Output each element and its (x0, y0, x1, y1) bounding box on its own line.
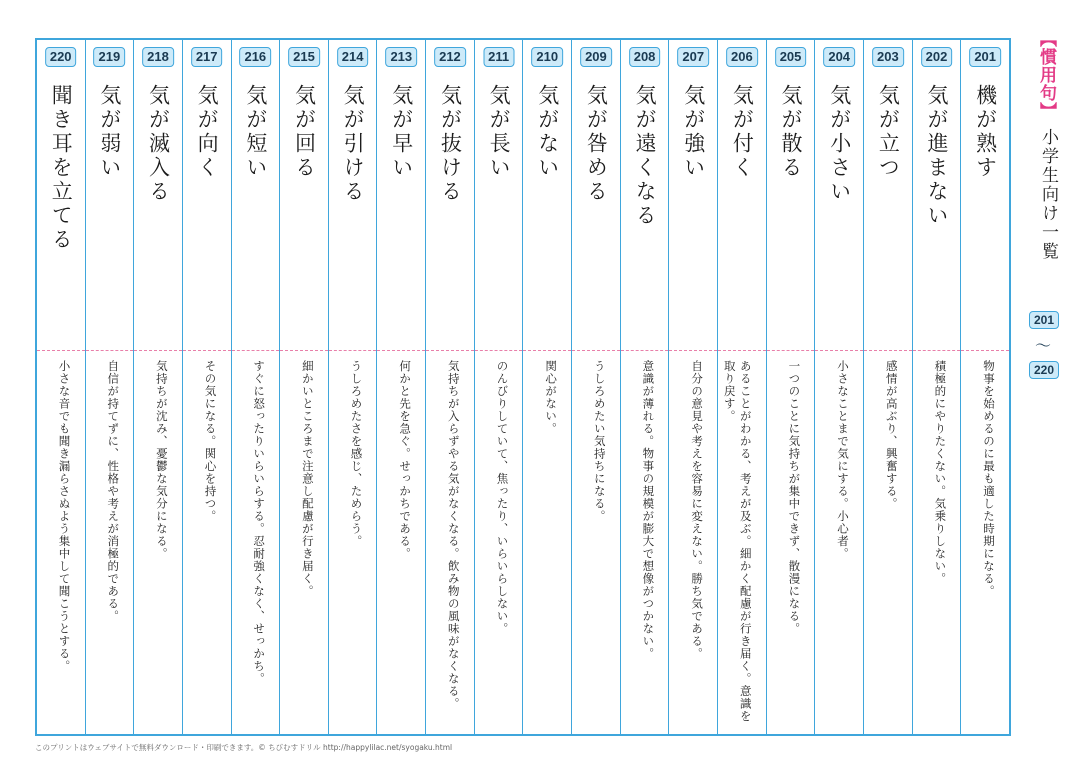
range-start-badge: 201 (1029, 311, 1059, 329)
dashed-divider (280, 350, 328, 351)
idiom-meaning: あることがわかる、考えが及ぶ。細かく配慮が行き届く。意識を取り戻す。 (722, 360, 753, 723)
idiom-text: 気が進まない (925, 84, 950, 228)
idiom-text: 機が熟す (973, 84, 998, 180)
idiom-column (37, 40, 85, 734)
idiom-number-badge: 208 (629, 47, 661, 67)
idiom-number-badge: 203 (872, 47, 904, 67)
idiom-number-badge: 219 (94, 47, 126, 67)
idiom-meaning: 意識が薄れる。物事の規模が膨大で想像がつかない。 (641, 360, 656, 660)
idiom-column (279, 40, 328, 734)
idiom-text: 気が引ける (341, 84, 366, 204)
idiom-column (474, 40, 523, 734)
idiom-text: 気が短い (243, 84, 268, 180)
idiom-number-badge: 217 (191, 47, 223, 67)
idiom-meaning: のんびりしていて、焦ったり、いらいらしない。 (495, 360, 510, 635)
idiom-text: 気が長い (487, 84, 512, 180)
idiom-meaning: 関心がない。 (544, 360, 559, 435)
idiom-number-badge: 201 (969, 47, 1001, 67)
dashed-divider (621, 350, 669, 351)
idiom-meaning: その気になる。関心を持つ。 (203, 360, 218, 523)
dashed-divider (134, 350, 182, 351)
idiom-number-badge: 216 (239, 47, 271, 67)
dashed-divider (183, 350, 231, 351)
dashed-divider (523, 350, 571, 351)
dashed-divider (572, 350, 620, 351)
idiom-meaning: 積極的にやりたくない。気乗りしない。 (933, 360, 948, 585)
dashed-divider (718, 350, 766, 351)
idiom-meaning: 気持ちが沈み、憂鬱な気分になる。 (154, 360, 169, 560)
idiom-column (717, 40, 766, 734)
idiom-text: 気が小さい (827, 84, 852, 204)
idiom-text: 気が早い (389, 84, 414, 180)
idiom-text: 気が抜ける (438, 84, 463, 204)
idiom-text: 聞き耳を立てる (49, 84, 74, 252)
idiom-number-badge: 205 (775, 47, 807, 67)
idiom-text: 気が遠くなる (633, 84, 658, 228)
idiom-meaning: 何かと先を急ぐ。せっかちである。 (398, 360, 413, 560)
side-header (1022, 30, 1072, 390)
idiom-column (182, 40, 231, 734)
idiom-text: 気が立つ (876, 84, 901, 180)
idiom-meaning: 自分の意見や考えを容易に変えない。勝ち気である。 (690, 360, 705, 660)
idiom-text: 気が向く (195, 84, 220, 180)
idiom-meaning: 物事を始めるのに最も適した時期になる。 (982, 360, 996, 598)
idiom-column (912, 40, 961, 734)
dashed-divider (961, 350, 1009, 351)
idiom-column (85, 40, 134, 734)
idiom-column (133, 40, 182, 734)
idiom-number-badge: 207 (677, 47, 709, 67)
idiom-meaning: 感情が高ぶり、興奮する。 (884, 360, 899, 510)
idiom-number-badge: 212 (434, 47, 466, 67)
idiom-number-badge: 202 (921, 47, 953, 67)
idiom-column (814, 40, 863, 734)
idiom-meaning: 気持ちが入らずやる気がなくなる。飲み物の風味がなくなる。 (446, 360, 461, 710)
idiom-column (668, 40, 717, 734)
idiom-number-badge: 218 (142, 47, 174, 67)
idiom-text: 気が回る (292, 84, 317, 180)
dashed-divider (86, 350, 134, 351)
idiom-column (571, 40, 620, 734)
idiom-number-badge: 210 (531, 47, 563, 67)
idiom-meaning: うしろめたい気持ちになる。 (592, 360, 607, 523)
idiom-text: 気が弱い (97, 84, 122, 180)
dashed-divider (669, 350, 717, 351)
idiom-column (425, 40, 474, 734)
idiom-text: 気が滅入る (146, 84, 171, 204)
dashed-divider (426, 350, 474, 351)
idiom-column (231, 40, 280, 734)
page-subtitle: 小学生向け一覧 (1038, 128, 1058, 261)
dashed-divider (767, 350, 815, 351)
dashed-divider (232, 350, 280, 351)
idiom-number-badge: 214 (337, 47, 369, 67)
idiom-number-badge: 213 (385, 47, 417, 67)
idiom-number-badge: 206 (726, 47, 758, 67)
idiom-meaning: 一つのことに気持ちが集中できず、散漫になる。 (787, 360, 802, 635)
category-title: 【慣用句】 (1036, 30, 1056, 120)
dashed-divider (475, 350, 523, 351)
idiom-column (328, 40, 377, 734)
idiom-meaning: 自信が持てずに、性格や考えが消極的である。 (106, 360, 121, 623)
idiom-meaning: 細かいところまで注意し配慮が行き届く。 (300, 360, 315, 598)
idiom-text: 気がない (535, 84, 560, 180)
idiom-number-badge: 209 (580, 47, 612, 67)
idiom-meaning: 小さな音でも聞き漏らさぬよう集中して聞こうとする。 (57, 360, 72, 673)
dashed-divider (329, 350, 377, 351)
idiom-number-badge: 211 (483, 47, 514, 67)
idiom-text: 気が散る (779, 84, 804, 180)
idiom-number-badge: 220 (45, 47, 77, 67)
dashed-divider (37, 350, 85, 351)
idiom-number-badge: 215 (288, 47, 320, 67)
range-separator: 〜 (1035, 336, 1052, 355)
dashed-divider (864, 350, 912, 351)
idiom-table (35, 38, 1011, 736)
idiom-meaning: うしろめたさを感じ、ためらう。 (349, 360, 364, 548)
idiom-column (522, 40, 571, 734)
footer-note: このプリントはウェブサイトで無料ダウンロード・印刷できます。© ちびむすドリル http://happylilac.net/syogaku.html (35, 743, 453, 752)
idiom-text: 気が強い (681, 84, 706, 180)
idiom-meaning: 小さなことまで気にする。小心者。 (836, 360, 851, 560)
idiom-column (960, 40, 1009, 734)
idiom-column (863, 40, 912, 734)
dashed-divider (377, 350, 425, 351)
idiom-column (766, 40, 815, 734)
idiom-text: 気が付く (730, 84, 755, 180)
idiom-column (620, 40, 669, 734)
idiom-number-badge: 204 (823, 47, 855, 67)
idiom-meaning: すぐに怒ったりいらいらする。忍耐強くなく、せっかち。 (252, 360, 267, 685)
dashed-divider (913, 350, 961, 351)
range-end-badge: 220 (1029, 361, 1059, 379)
idiom-text: 気が咎める (584, 84, 609, 204)
idiom-column (376, 40, 425, 734)
dashed-divider (815, 350, 863, 351)
